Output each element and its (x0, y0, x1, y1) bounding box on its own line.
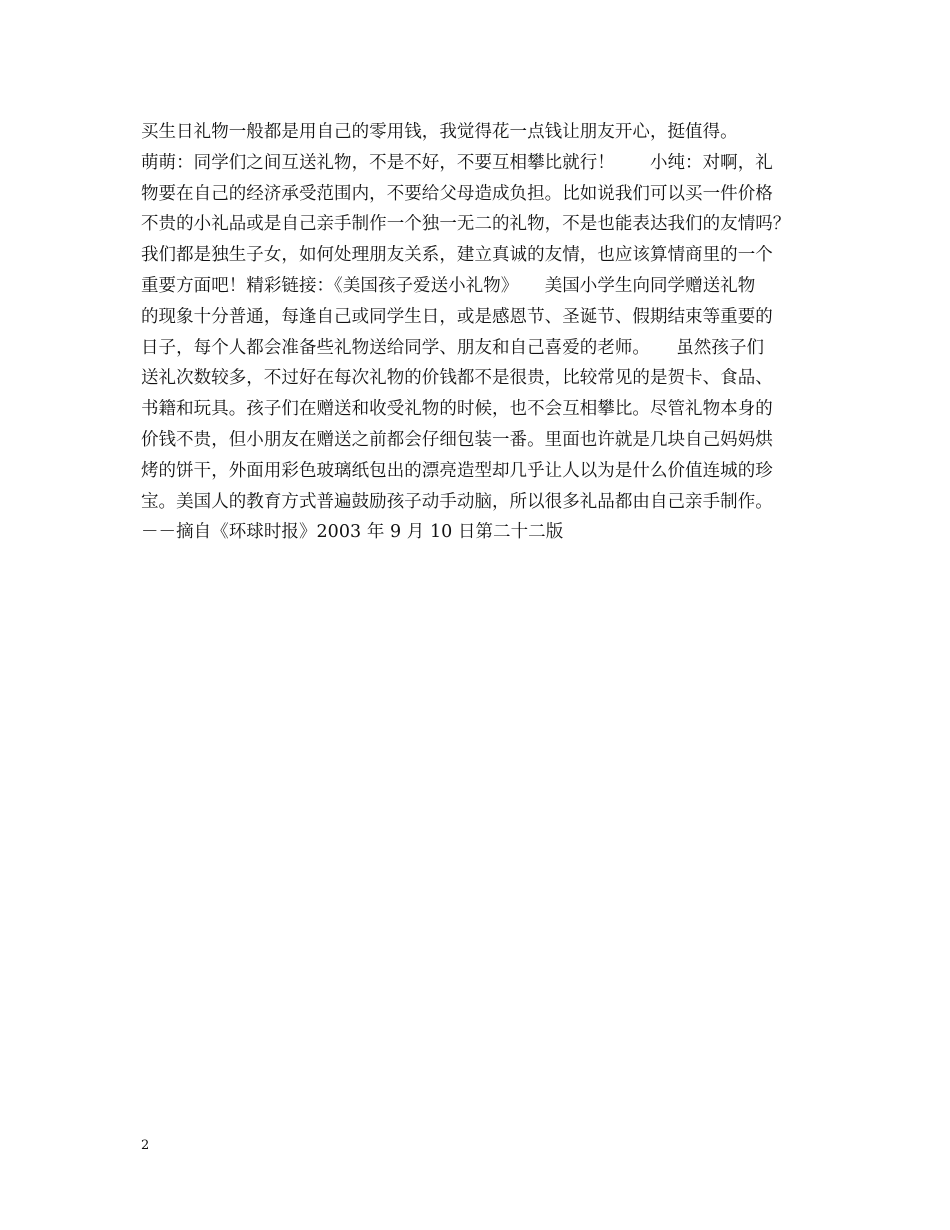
source-citation: －－摘自《环球时报》2003 年 9 月 10 日第二十二版 (141, 522, 564, 543)
text-line: 买生日礼物一般都是用自己的零用钱，我觉得花一点钱让朋友开心，挺值得。 (141, 122, 738, 142)
text-line: 萌萌：同学们之间互送礼物，不是不好，不要互相攀比就行！ 小纯：对啊，礼 (141, 152, 773, 173)
text-line: 价钱不贵，但小朋友在赠送之前都会仔细包装一番。里面也许就是几块自己妈妈烘 (141, 429, 773, 450)
text-line: 宝。美国人的教育方式普遍鼓励孩子动手动脑，所以很多礼品都由自己亲手制作。 (141, 491, 773, 512)
text-line: 日子，每个人都会准备些礼物送给同学、朋友和自己喜爱的老师。 虽然孩子们 (141, 337, 765, 358)
body-text (141, 117, 841, 548)
text-line: 送礼次数较多，不过好在每次礼物的价钱都不是很贵，比较常见的是贺卡、食品、 (141, 368, 773, 389)
text-line: 不贵的小礼品或是自己亲手制作一个独一无二的礼物，不是也能表达我们的友情吗？ (141, 214, 791, 235)
text-line: 我们都是独生子女，如何处理朋友关系，建立真诚的友情，也应该算情商里的一个 (141, 245, 773, 266)
text-line: 物要在自己的经济承受范围内，不要给父母造成负担。比如说我们可以买一件价格 (141, 183, 773, 204)
page-number: 2 (141, 1138, 150, 1153)
text-line: 书籍和玩具。孩子们在赠送和收受礼物的时候，也不会互相攀比。尽管礼物本身的 (141, 399, 773, 420)
text-line: 重要方面吧！精彩链接：《美国孩子爱送小礼物》 美国小学生向同学赠送礼物 (141, 275, 756, 296)
text-line: 烤的饼干，外面用彩色玻璃纸包出的漂亮造型却几乎让人以为是什么价值连城的珍 (141, 460, 773, 481)
text-line: 的现象十分普通，每逢自己或同学生日，或是感恩节、圣诞节、假期结束等重要的 (141, 306, 773, 327)
